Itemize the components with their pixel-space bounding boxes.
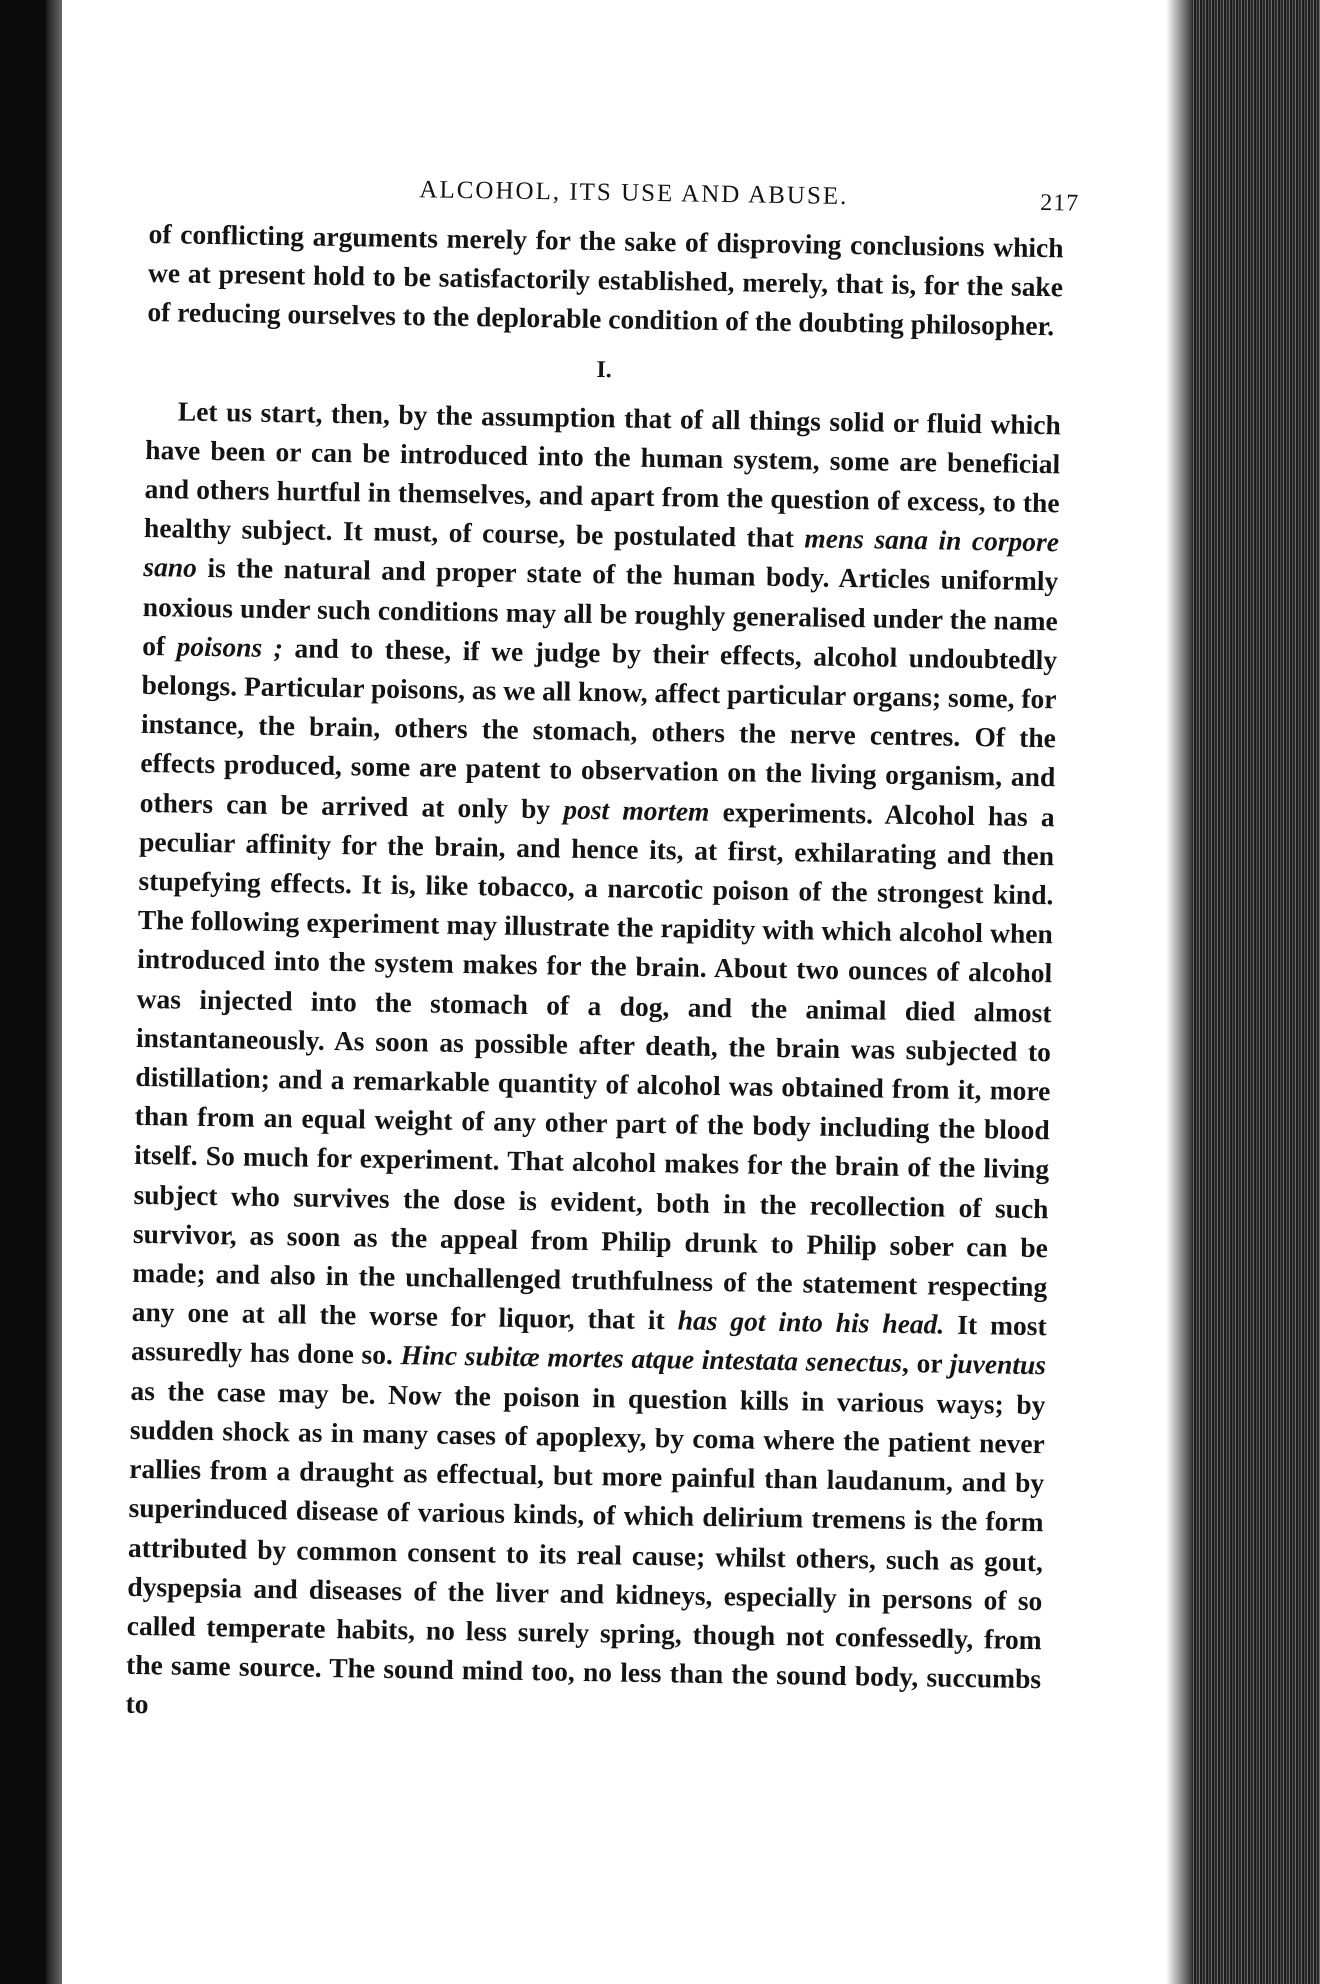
- paragraph-section-one: [125, 391, 1061, 1738]
- text-run: experiments. Alcohol has a peculiar affinity for the brain, and hence its, at first, exhilarating and then stupefying effects. It is, like tobacco, a narcotic poison of the strongest kind. The following experiment may illustrate the rapidity with which alcohol when introduced into the system makes for the brain. About two ounces of alcohol was injected into the stomach of a dog, and the animal died almost instantaneously. As soon as possible after death, the brain was subjected to distillation; and a remarkable quantity of alcohol was obtained from it, more than from an equal weight of any other part of the body including the blood itself. So much for experiment. That alcohol makes for the brain of the living subject who survives the dose is evident, both in the recollection of such survivor, as soon as the appeal from Philip drunk to Philip sober can be made; and also in the unchallenged truthfulness of the statement respecting any one at all the worse for liquor, that it: [131, 795, 1055, 1336]
- italic-text-run: post mortem: [563, 793, 710, 827]
- paragraph-continuation: of conflicting arguments merely for the sake of disproving conclusions which we at present hold to be satisfactorily established, merely, that is, for the sake of reducing ourselves to the deplorable condition of the doubting philosopher.: [147, 217, 1064, 342]
- page-number: 217: [1040, 189, 1080, 217]
- text-run: It most assuredly has done so.: [130, 1308, 1047, 1371]
- italic-text-run: mens sana in corpore sano: [143, 522, 1060, 584]
- italic-text-run: poisons ;: [176, 630, 284, 663]
- running-head: [149, 150, 1080, 224]
- text-run: , or: [901, 1347, 950, 1380]
- running-head-title: ALCOHOL, ITS USE AND ABUSE.: [419, 176, 849, 210]
- left-scan-border: [0, 0, 62, 1984]
- italic-text-run: juventus: [949, 1348, 1047, 1381]
- italic-text-run: has got into his head.: [677, 1304, 945, 1340]
- text-run: is the natural and proper state of the human body. Articles uniformly noxious under such conditions may all be roughly generalised under the name of: [141, 552, 1059, 662]
- section-numeral: I.: [596, 356, 612, 383]
- italic-text-run: Hinc subitæ mortes atque intestata senectus: [400, 1339, 903, 1379]
- book-page-edges: [1188, 0, 1320, 1984]
- text-run: Let us start, then, by the assumption that of all things solid or fluid which have been or can be introduced into the human system, some are beneficial and others hurtful in themselves, and apart from the question of excess, to the healthy subject. It must, of course, be postulated that: [143, 395, 1062, 554]
- text-block: [125, 150, 1080, 1738]
- text-run: and to these, if we judge by their effects, alcohol undoubtedly belongs. Particular poisons, as we all know, affect particular organs; some, for instance, the brain, others the stomach, others the nerve centres. Of the effects produced, some are patent to observation on the living organism, and others can be arrived at only by: [139, 631, 1058, 825]
- text-run: as the case may be. Now the poison in question kills in various ways; by sudden shock as in many cases of apoplexy, by coma where the patient never rallies from a draught as effectual, but more painful than laudanum, and by superinduced disease of various kinds, of which delirium tremens is the form attributed by common consent to its real cause; whilst others, such as gout, dyspepsia and diseases of the liver and kidneys, especially in persons of so called temperate habits, no less surely spring, though not confessedly, from the same source. The sound mind too, no less than the sound body, succumbs to: [125, 1374, 1046, 1720]
